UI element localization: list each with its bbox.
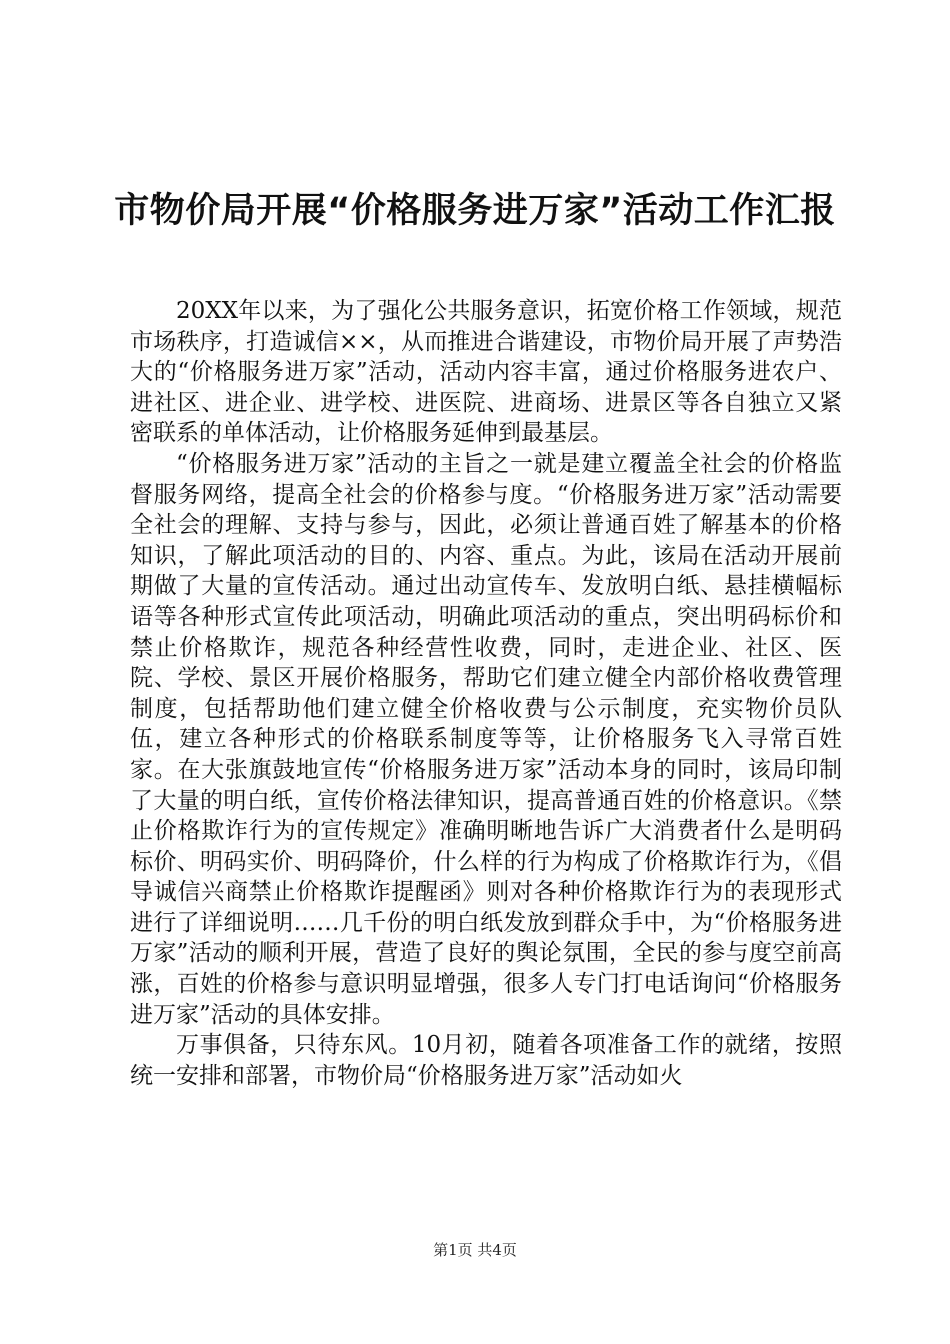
paragraph-3: 万事俱备，只待东风。10月初，随着各项准备工作的就绪，按照统一安排和部署，市物价局“价格服务进万家”活动如火 <box>130 1032 842 1089</box>
document-title: 市物价局开展“价格服务进万家”活动工作汇报 <box>114 191 836 231</box>
paragraph-1: 20XX年以来，为了强化公共服务意识，拓宽价格工作领域，规范市场秩序，打造诚信××，从而推进合谐建设，市物价局开展了声势浩大的“价格服务进万家”活动，活动内容丰富，通过价格服务进农户、进社区、进企业、进学校、进医院、进商场、进景区等各自独立又紧密联系的单体活动，让价格服务延伸到最基层。 <box>130 298 842 447</box>
page-number-footer: 第1页 共4页 <box>433 1241 517 1259</box>
paragraph-2: “价格服务进万家”活动的主旨之一就是建立覆盖全社会的价格监督服务网络，提高全社会的价格参与度。“价格服务进万家”活动需要全社会的理解、支持与参与，因此，必须让普通百姓了解基本的价格知识，了解此项活动的目的、内容、重点。为此，该局在活动开展前期做了大量的宣传活动。通过出动宣传车、发放明白纸、悬挂横幅标语等各种形式宣传此项活动，明确此项活动的重点，突出明码标价和禁止价格欺诈，规范各种经营性收费，同时，走进企业、社区、医院、学校、景区开展价格服务，帮助它们建立健全内部价格收费管理制度，包括帮助他们建立健全价格收费与公示制度，充实物价员队伍，建立各种形式的价格联系制度等等，让价格服务飞入寻常百姓家。在大张旗鼓地宣传“价格服务进万家”活动本身的同时，该局印制了大量的明白纸，宣传价格法律知识，提高普通百姓的价格意识。《禁止价格欺诈行为的宣传规定》准确明晰地告诉广大消费者什么是明码标价、明码实价、明码降价，什么样的行为构成了价格欺诈行为，《倡导诚信兴商禁止价格欺诈提醒函》则对各种价格欺诈行为的表现形式进行了详细说明……几千份的明白纸发放到群众手中，为“价格服务进万家”活动的顺利开展，营造了良好的舆论氛围，全民的参与度空前高涨，百姓的价格参与意识明显增强，很多人专门打电话询问“价格服务进万家”活动的具体安排。 <box>130 450 842 1028</box>
document-body <box>130 296 842 1091</box>
